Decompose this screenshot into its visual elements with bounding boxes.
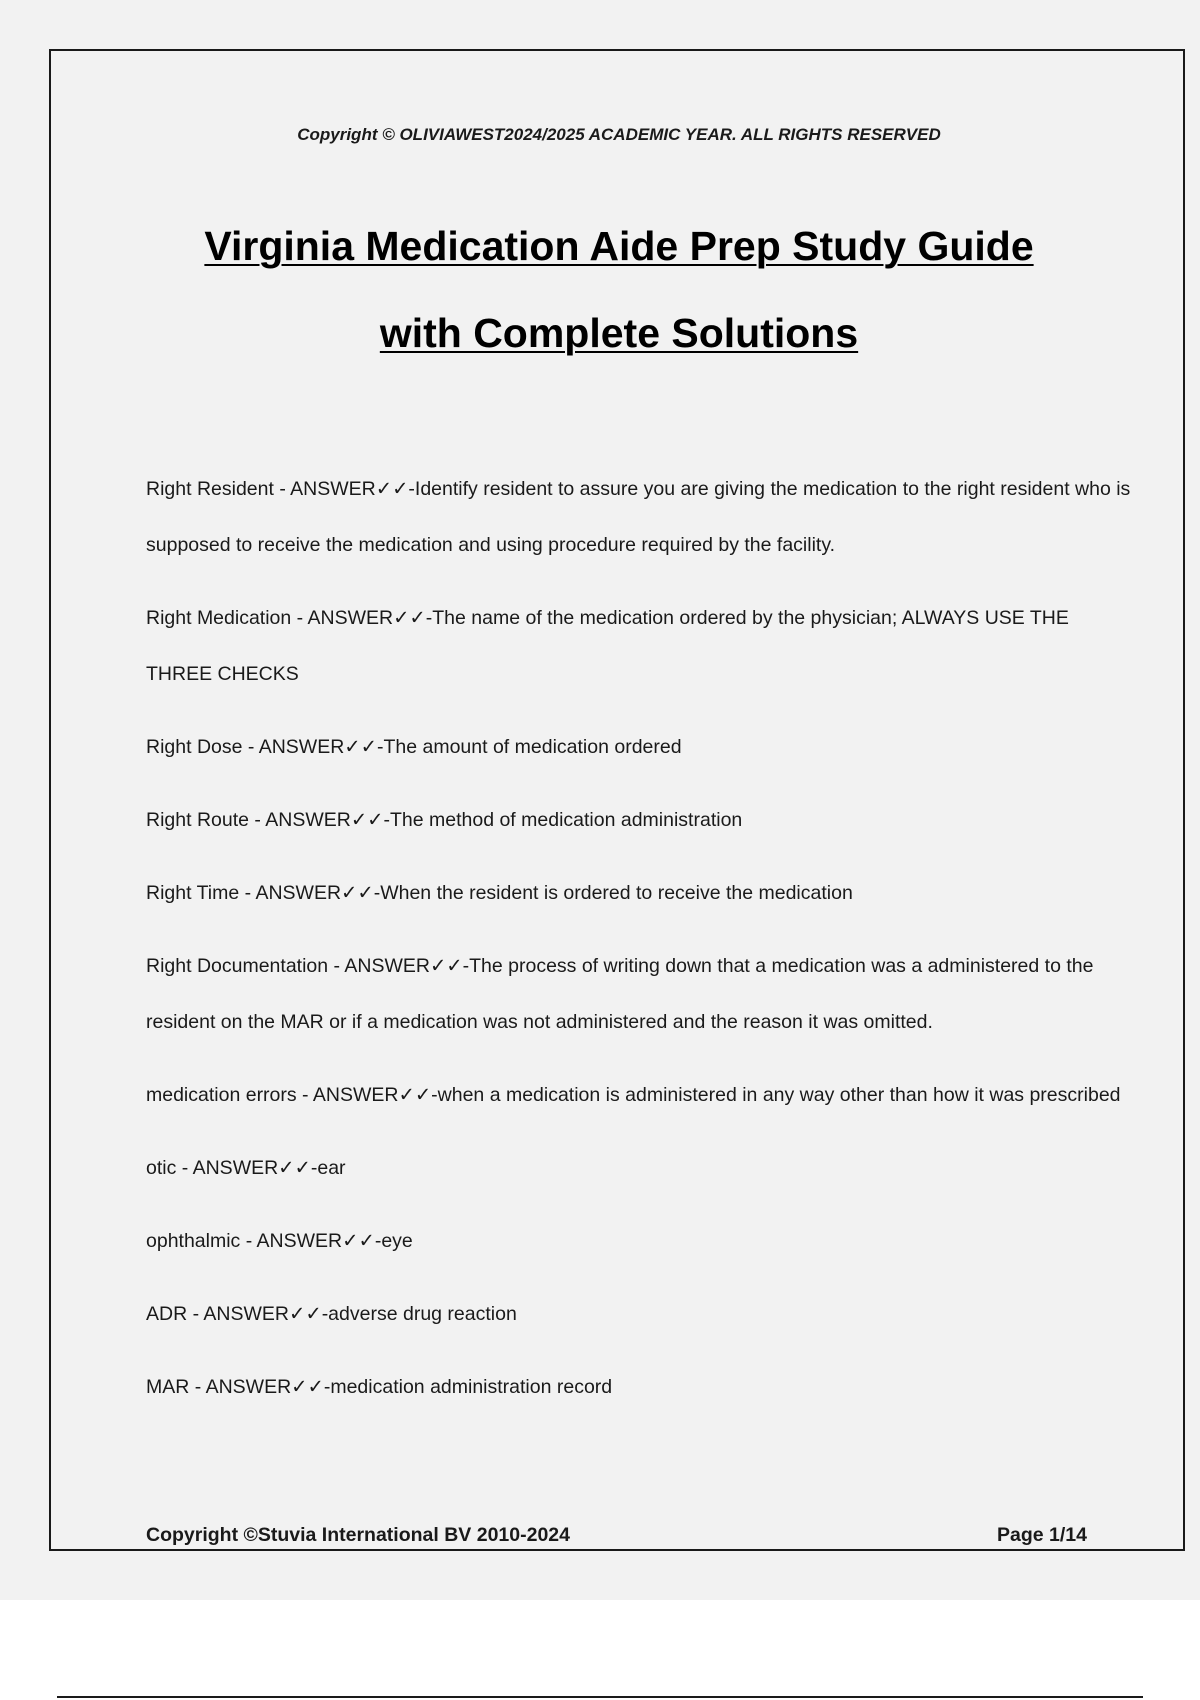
- qa-entry-right-medication: Right Medication - ANSWER✓✓-The name of the medication ordered by the physician; ALWAYS USE THE THREE CHECKS: [146, 607, 1069, 685]
- document-title-line-2: with Complete Solutions: [379, 310, 859, 356]
- qa-entry-right-resident: Right Resident - ANSWER✓✓-Identify resident to assure you are giving the medication to the right resident who is supposed to receive the medication and using procedure required by the facility.: [146, 478, 1131, 556]
- document-title-line-1: Virginia Medication Aide Prep Study Guide: [204, 223, 1034, 269]
- qa-entry-ophthalmic: ophthalmic - ANSWER✓✓-eye: [146, 1230, 413, 1252]
- qa-entry-adr: ADR - ANSWER✓✓-adverse drug reaction: [146, 1303, 517, 1325]
- page-number: Page 1/14: [997, 1524, 1087, 1546]
- qa-entry-right-time: Right Time - ANSWER✓✓-When the resident is ordered to receive the medication: [146, 882, 853, 904]
- qa-entry-right-dose: Right Dose - ANSWER✓✓-The amount of medication ordered: [146, 736, 682, 758]
- qa-entry-medication-errors: medication errors - ANSWER✓✓-when a medication is administered in any way other than how it was prescribed: [146, 1084, 1121, 1106]
- page-border: [49, 49, 1185, 1551]
- next-page-divider: [57, 1696, 1143, 1698]
- qa-entry-right-documentation: Right Documentation - ANSWER✓✓-The process of writing down that a medication was a administered to the resident on the MAR or if a medication was not administered and the reason it was omitted.: [146, 955, 1094, 1033]
- footer-copyright: Copyright ©Stuvia International BV 2010-2024: [146, 1524, 570, 1546]
- qa-entry-otic: otic - ANSWER✓✓-ear: [146, 1157, 346, 1179]
- header-copyright: Copyright © OLIVIAWEST2024/2025 ACADEMIC YEAR. ALL RIGHTS RESERVED: [297, 125, 941, 144]
- qa-entry-right-route: Right Route - ANSWER✓✓-The method of medication administration: [146, 809, 743, 831]
- qa-entry-list: [146, 461, 1136, 1432]
- qa-entry-mar: MAR - ANSWER✓✓-medication administration record: [146, 1376, 613, 1398]
